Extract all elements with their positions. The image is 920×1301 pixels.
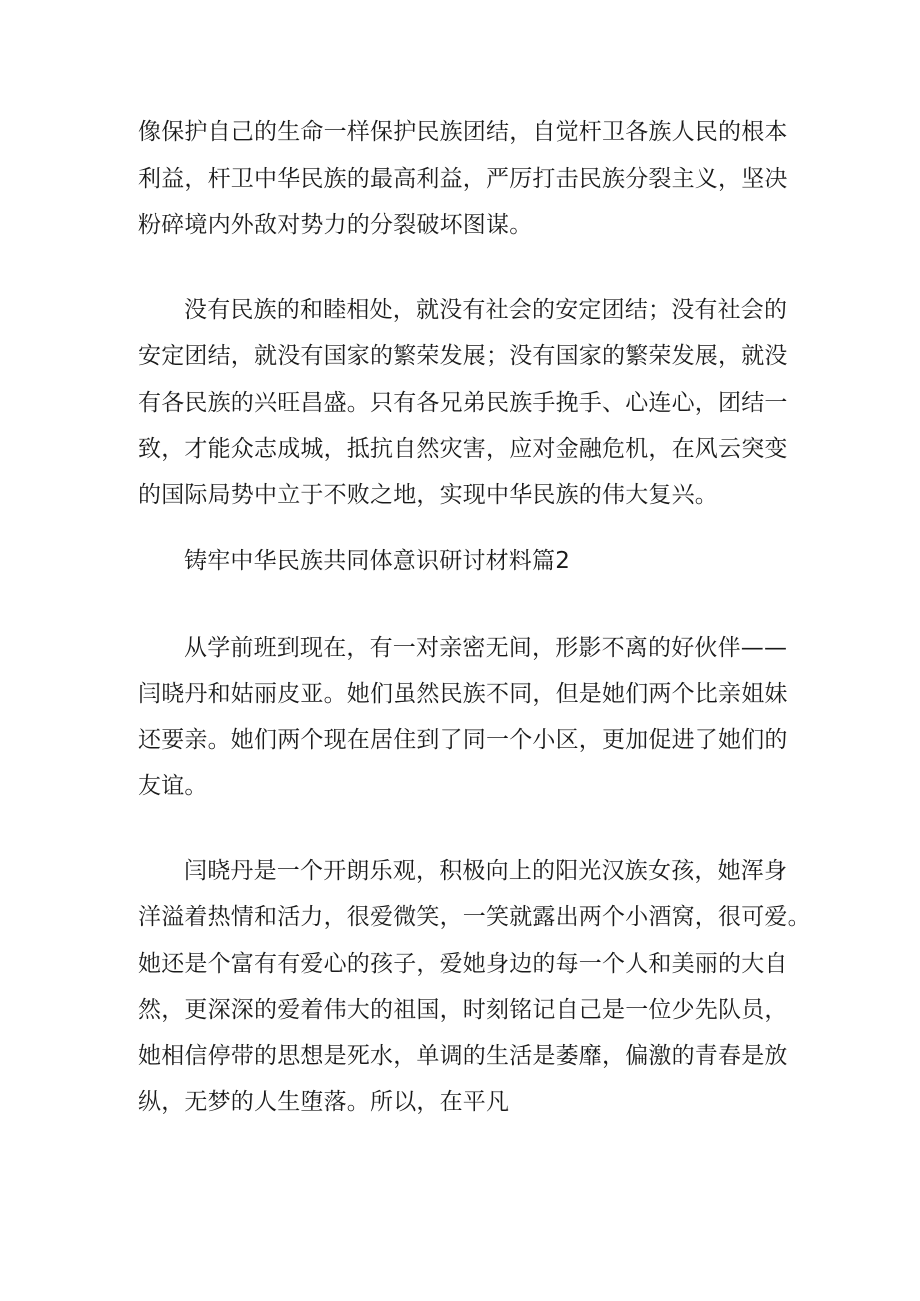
paragraph-line: 纵，无梦的人生堕落。所以，在平凡 xyxy=(138,1089,510,1115)
paragraph-line: 然，更深深的爱着伟大的祖国，时刻铭记自己是一位少先队员， xyxy=(138,997,788,1023)
paragraph-line: 闫晓丹和姑丽皮亚。她们虽然民族不同，但是她们两个比亲姐妹 xyxy=(138,681,788,707)
paragraph-line: 像保护自己的生命一样保护民族团结，自觉杆卫各族人民的根本 xyxy=(138,119,788,145)
paragraph-line: 友谊。 xyxy=(138,773,208,799)
section-heading: 铸牢中华民族共同体意识研讨材料篇2 xyxy=(184,548,571,574)
paragraph-line: 安定团结，就没有国家的繁荣发展；没有国家的繁荣发展，就没 xyxy=(138,343,788,369)
paragraph-line: 从学前班到现在，有一对亲密无间，形影不离的好伙伴—— xyxy=(184,635,788,661)
paragraph-line: 她还是个富有有爱心的孩子，爱她身边的每一个人和美丽的大自 xyxy=(138,951,788,977)
paragraph-line: 利益，杆卫中华民族的最高利益，严厉打击民族分裂主义，坚决 xyxy=(138,166,788,192)
paragraph-line: 的国际局势中立于不败之地，实现中华民族的伟大复兴。 xyxy=(138,482,718,508)
paragraph-line: 粉碎境内外敌对势力的分裂破坏图谋。 xyxy=(138,212,533,238)
paragraph-line: 有各民族的兴旺昌盛。只有各兄弟民族手挽手、心连心，团结一 xyxy=(138,390,788,416)
paragraph-line: 洋溢着热情和活力，很爱微笑，一笑就露出两个小酒窝，很可爱。 xyxy=(138,904,811,930)
paragraph-line: 致，才能众志成城，抵抗自然灾害，应对金融危机，在风云突变 xyxy=(138,436,788,462)
paragraph-line: 闫晓丹是一个开朗乐观，积极向上的阳光汉族女孩，她浑身 xyxy=(184,858,788,884)
paragraph-line: 没有民族的和睦相处，就没有社会的安定团结；没有社会的 xyxy=(184,297,788,323)
paragraph-line: 她相信停带的思想是死水，单调的生活是萎靡，偏激的青春是放 xyxy=(138,1043,788,1069)
paragraph-line: 还要亲。她们两个现在居住到了同一个小区，更加促进了她们的 xyxy=(138,727,788,753)
